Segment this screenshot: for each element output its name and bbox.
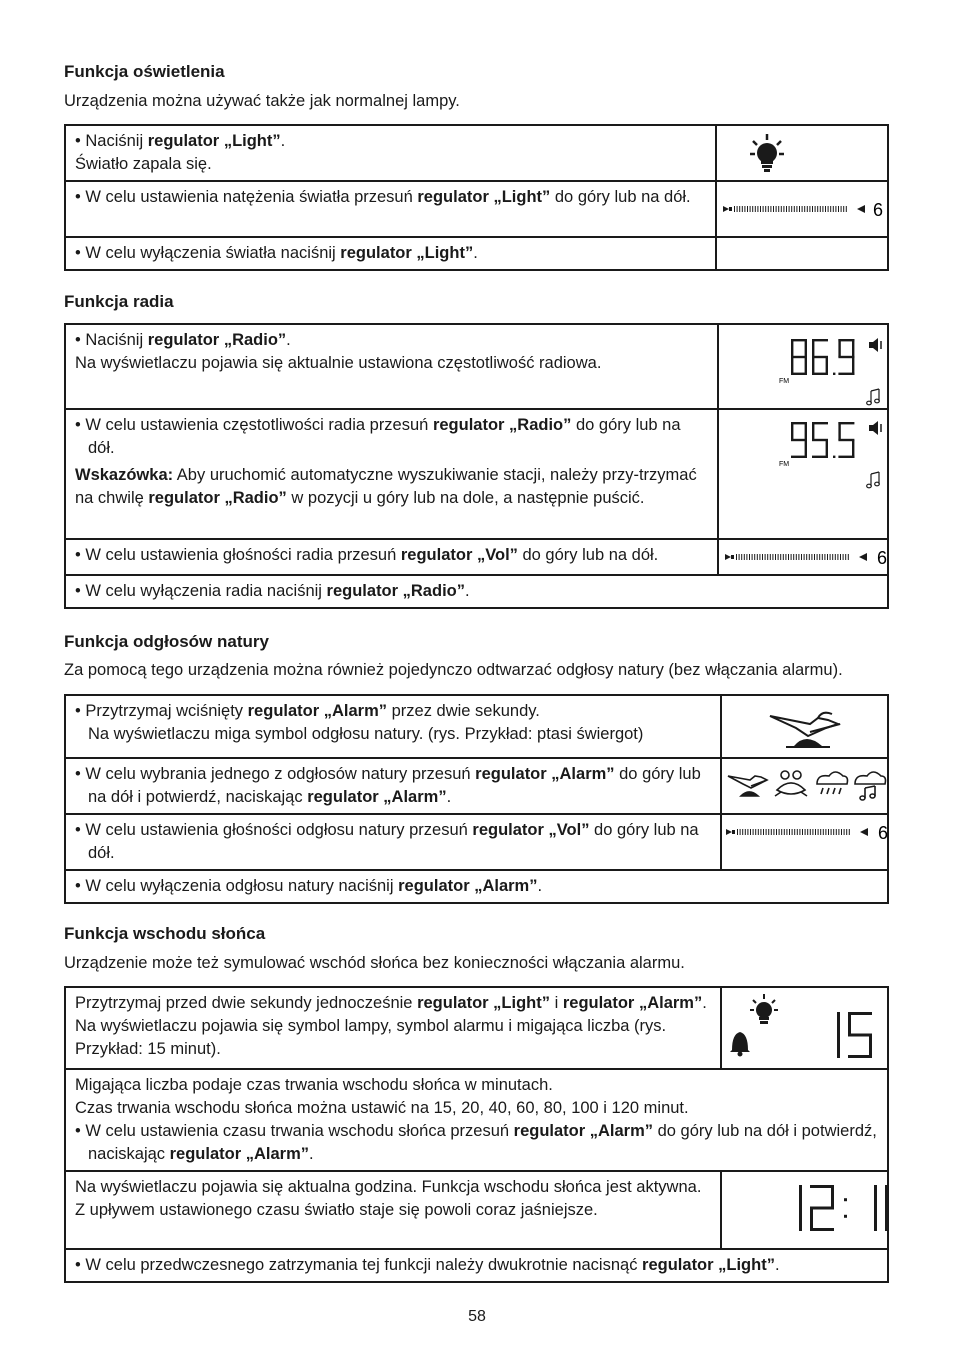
instruction-cell: • Naciśnij regulator „Light”. Światło zapala się. [65,125,716,181]
instruction-cell: • W celu wyłączenia odgłosu natury naciśnij regulator „Alarm”. [65,870,888,903]
lamp-icon [747,132,787,174]
band-label: FM [779,461,790,468]
section-intro-light: Urządzenia można używać także jak normalnej lampy. [64,92,460,110]
table-row [65,125,888,181]
radio-display-icon [719,410,887,490]
speaker-icon [869,338,881,352]
rain-icon [817,772,848,794]
instruction-cell: • W celu przedwczesnego zatrzymania tej funkcji należy dwukrotnie nacisnąć regulator „Light”. [65,1249,888,1282]
music-note-icon [867,389,880,405]
icon-cell [716,237,888,270]
table-row [65,409,888,539]
table-row [65,1171,888,1249]
section-heading-nature: Funkcja odgłosów natury [64,632,269,651]
table-row [65,987,888,1069]
music-note-icon [867,472,880,488]
icon-cell [721,695,888,758]
sunrise-display-icon [722,990,888,1066]
level-bar [723,205,865,213]
level-bar [726,828,868,836]
instruction-cell: Na wyświetlaczu pojawia się aktualna godzina. Funkcja wschodu słońca jest aktywna. Z upływem ustawionego czasu światło staje się powoli coraz jaśniejsze. [65,1171,721,1249]
instruction-cell: • W celu wybrania jednego z odgłosów natury przesuń regulator „Alarm” do góry lub na dół i potwierdź, naciskając regulator „Alarm”. [65,758,721,814]
icon-cell [718,324,888,409]
decimal-point [833,372,835,374]
bird-icon [766,702,846,752]
section-heading-radio: Funkcja radia [64,292,174,311]
section-intro-sunrise: Urządzenie może też symulować wschód słońca bez konieczności włączania alarmu. [64,954,685,972]
display-digit [838,339,854,375]
icon-cell [721,758,888,814]
level-number: 6 [878,823,889,843]
icon-cell [716,181,888,237]
section-heading-sunrise: Funkcja wschodu słońca [64,924,266,943]
bird-icon [728,776,767,796]
table-row [65,695,888,758]
icon-cell [718,409,888,539]
table-row [65,324,888,409]
display-digit [812,422,828,458]
display-digit [791,422,807,458]
level-bar-icon [723,196,888,222]
colon [844,1198,847,1201]
icon-cell [721,987,888,1069]
radio-table [64,323,889,609]
table-row [65,539,888,575]
icon-cell [716,125,888,181]
instruction-cell: • W celu ustawienia natężenia światła przesuń regulator „Light” do góry lub na dół. [65,181,716,237]
level-bar-icon [726,819,891,845]
icon-cell [721,814,888,870]
table-row [65,181,888,237]
lamp-icon [750,994,778,1024]
display-digit [874,1185,877,1231]
light-table [64,124,889,271]
display-digit [810,1185,834,1231]
sunrise-table [64,986,889,1283]
table-row [65,1249,888,1282]
instruction-cell: • W celu ustawienia częstotliwości radia przesuń regulator „Radio” do góry lub na dół. Wskazówka: Aby uruchomić automatyczne wyszukiwanie stacji, należy przy-trzymać na chwilę regulator „Radio” w pozycji u góry lub na dole, a następnie puścić. [65,409,718,539]
instruction-cell: • Naciśnij regulator „Radio”. Na wyświetlaczu pojawia się aktualnie ustawiona częstotliwość radiowa. [65,324,718,409]
level-number: 6 [873,200,884,220]
display-digit [791,339,807,375]
display-digit [837,1012,840,1058]
radio-display-icon [719,327,887,407]
speaker-icon [869,421,881,435]
band-label: FM [779,377,790,385]
nature-sounds-icons [725,766,891,806]
table-row [65,758,888,814]
display-digit [885,1185,888,1231]
instruction-cell: • Przytrzymaj wciśnięty regulator „Alarm” przez dwie sekundy. Na wyświetlaczu miga symbol odgłosu natury. (rys. Przykład: ptasi świergot) [65,695,721,758]
display-digit [838,422,854,458]
instruction-cell: • W celu wyłączenia radia naciśnij regulator „Radio”. [65,575,888,608]
level-number: 6 [877,548,888,568]
page-number: 58 [468,1308,486,1325]
section-intro-nature: Za pomocą tego urządzenia można również pojedynczo odtwarzać odgłosy natury (bez włączania alarmu). [64,661,843,679]
table-row [65,814,888,870]
icon-cell [718,539,888,575]
alarm-bell-icon [730,1032,750,1057]
nature-table [64,694,889,904]
colon [844,1215,847,1218]
section-heading-light: Funkcja oświetlenia [64,62,225,81]
level-bar [725,553,867,561]
level-bar-icon [725,544,890,570]
rain-music-icon [855,772,886,800]
frog-icon [775,771,807,796]
table-row [65,870,888,903]
display-digit [848,1012,872,1058]
instruction-cell: Przytrzymaj przed dwie sekundy jednocześnie regulator „Light” i regulator „Alarm”. Na wyświetlaczu pojawia się symbol lampy, symbol alarmu i migająca liczba (rys. Przykład: 15 minut). [65,987,721,1069]
display-digit [799,1185,802,1231]
instruction-cell: Migająca liczba podaje czas trwania wschodu słońca w minutach. Czas trwania wschodu słońca można ustawić na 15, 20, 40, 60, 80, 100 i 120 minut. • W celu ustawienia czasu trwania wschodu słońca przesuń regulator „Alarm” do góry lub na dół i potwierdź, naciskając regulator „Alarm”. [65,1069,888,1171]
decimal-point [833,456,835,458]
icon-cell [721,1171,888,1249]
table-row [65,575,888,608]
display-digit [812,339,828,375]
instruction-cell: • W celu ustawienia głośności radia przesuń regulator „Vol” do góry lub na dół. [65,539,718,575]
instruction-cell: • W celu wyłączenia światła naciśnij regulator „Light”. [65,237,716,270]
table-row [65,237,888,270]
instruction-cell: • W celu ustawienia głośności odgłosu natury przesuń regulator „Vol” do góry lub na dół. [65,814,721,870]
clock-display-icon [722,1175,888,1245]
table-row [65,1069,888,1171]
